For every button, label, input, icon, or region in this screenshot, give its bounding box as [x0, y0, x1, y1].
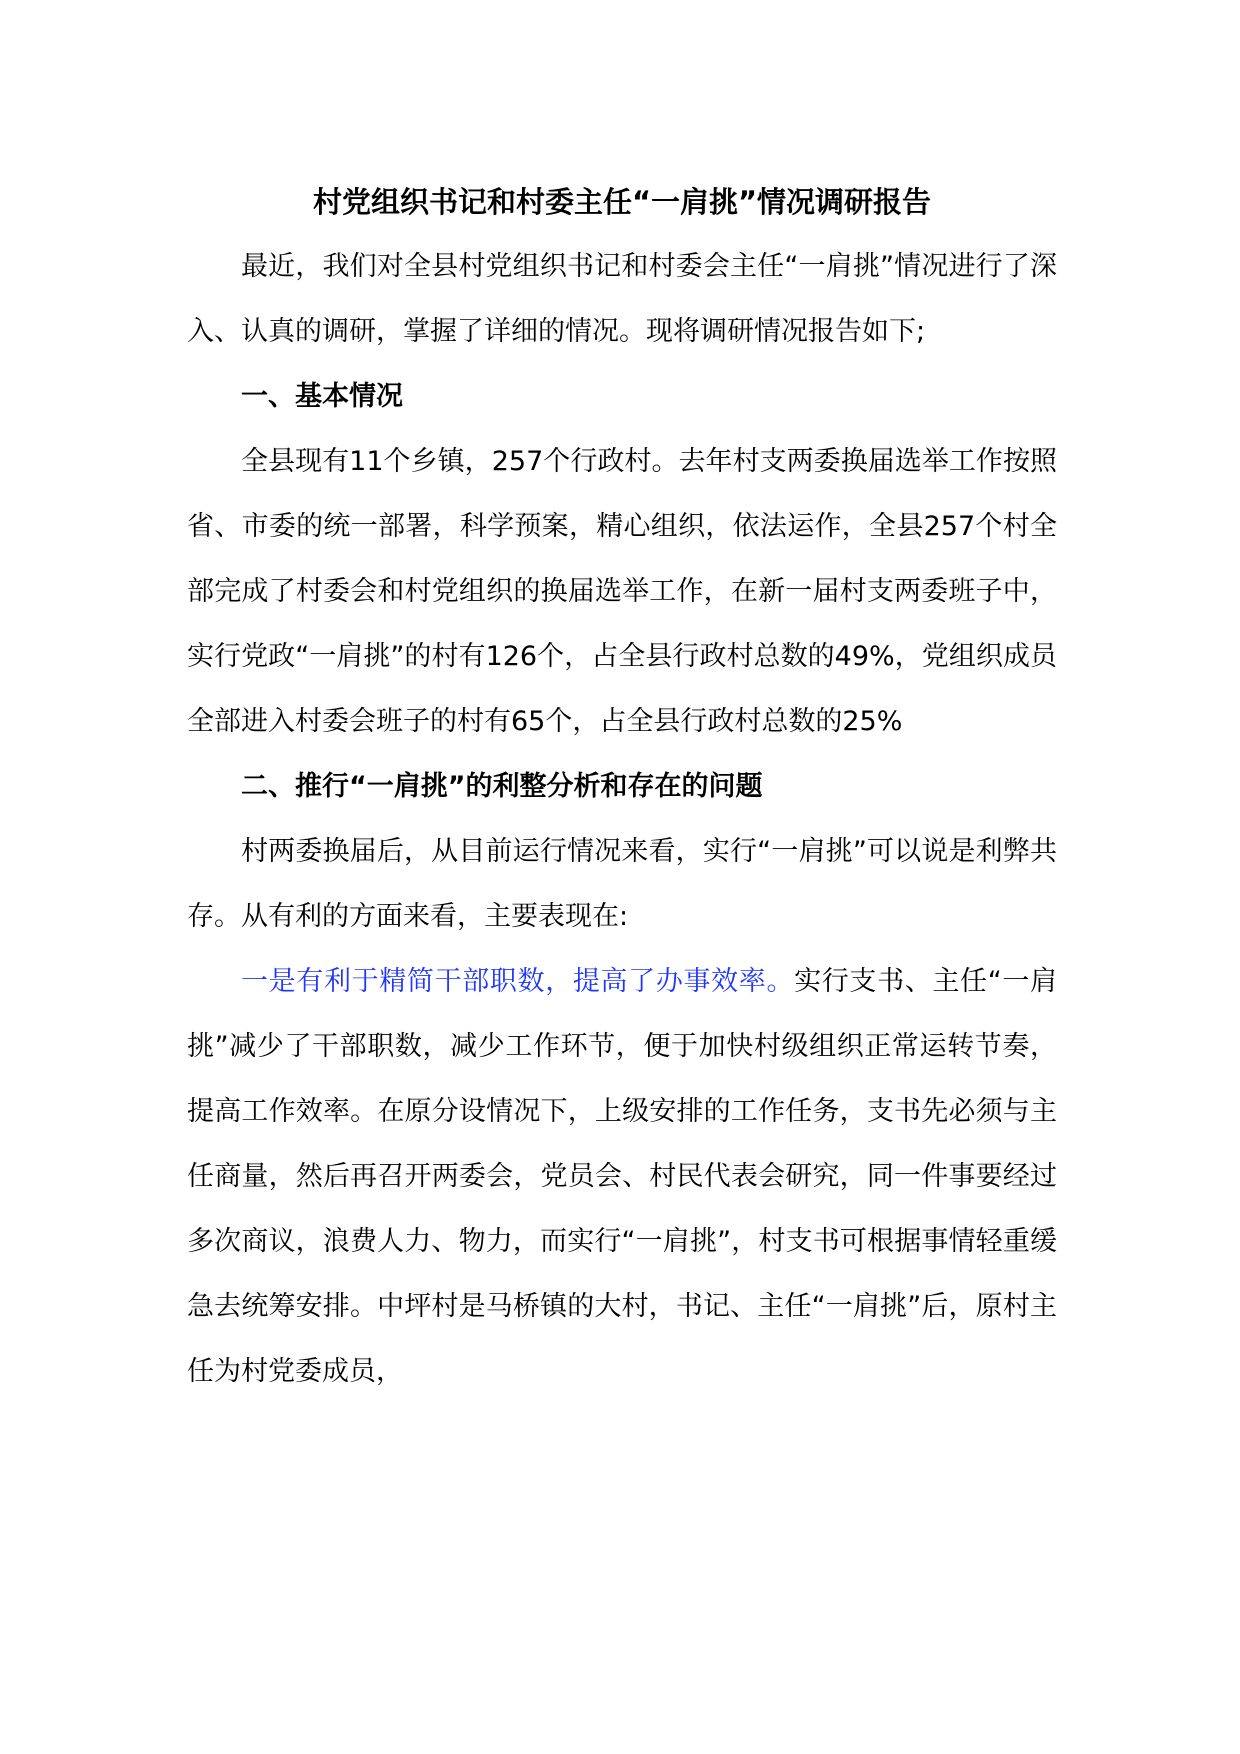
- point-1-highlight: 一是有利于精简干部职数，提高了办事效率。: [241, 966, 795, 997]
- document-page: [187, 170, 1057, 1404]
- section-2-paragraph: 村两委换届后，从目前运行情况来看，实行“一肩挑”可以说是利弊共存。从有利的方面来看，主要表现在:: [187, 836, 1057, 932]
- point-1-body: 实行支书、主任“一肩挑”减少了干部职数，减少工作环节，便于加快村级组织正常运转节奏，提高工作效率。在原分设情况下，上级安排的工作任务，支书先必须与主任商量，然后再召开两委会，党员会、村民代表会研究，同一件事要经过多次商议，浪费人力、物力，而实行“一肩挑”，村支书可根据事情轻重缓急去统筹安排。中坪村是马桥镇的大村，书记、主任“一肩挑”后，原村主任为村党委成员，: [187, 966, 1057, 1387]
- section-1-heading: 一、基本情况: [241, 381, 403, 412]
- section-2-heading: 二、推行“一肩挑”的利整分析和存在的问题: [241, 771, 763, 802]
- point-1-paragraph: [187, 949, 1057, 1404]
- section-1-paragraph: 全县现有11个乡镇，257个行政村。去年村支两委换届选举工作按照省、市委的统一部署，科学预案，精心组织，依法运作，全县257个村全部完成了村委会和村党组织的换届选举工作，在新一届村支两委班子中，实行党政“一肩挑”的村有126个，占全县行政村总数的49%，党组织成员全部进入村委会班子的村有65个，占全县行政村总数的25%: [187, 446, 1057, 737]
- document-title: 村党组织书记和村委主任“一肩挑”情况调研报告: [312, 185, 932, 219]
- intro-paragraph: 最近，我们对全县村党组织书记和村委会主任“一肩挑”情况进行了深入、认真的调研，掌握了详细的情况。现将调研情况报告如下;: [187, 251, 1057, 347]
